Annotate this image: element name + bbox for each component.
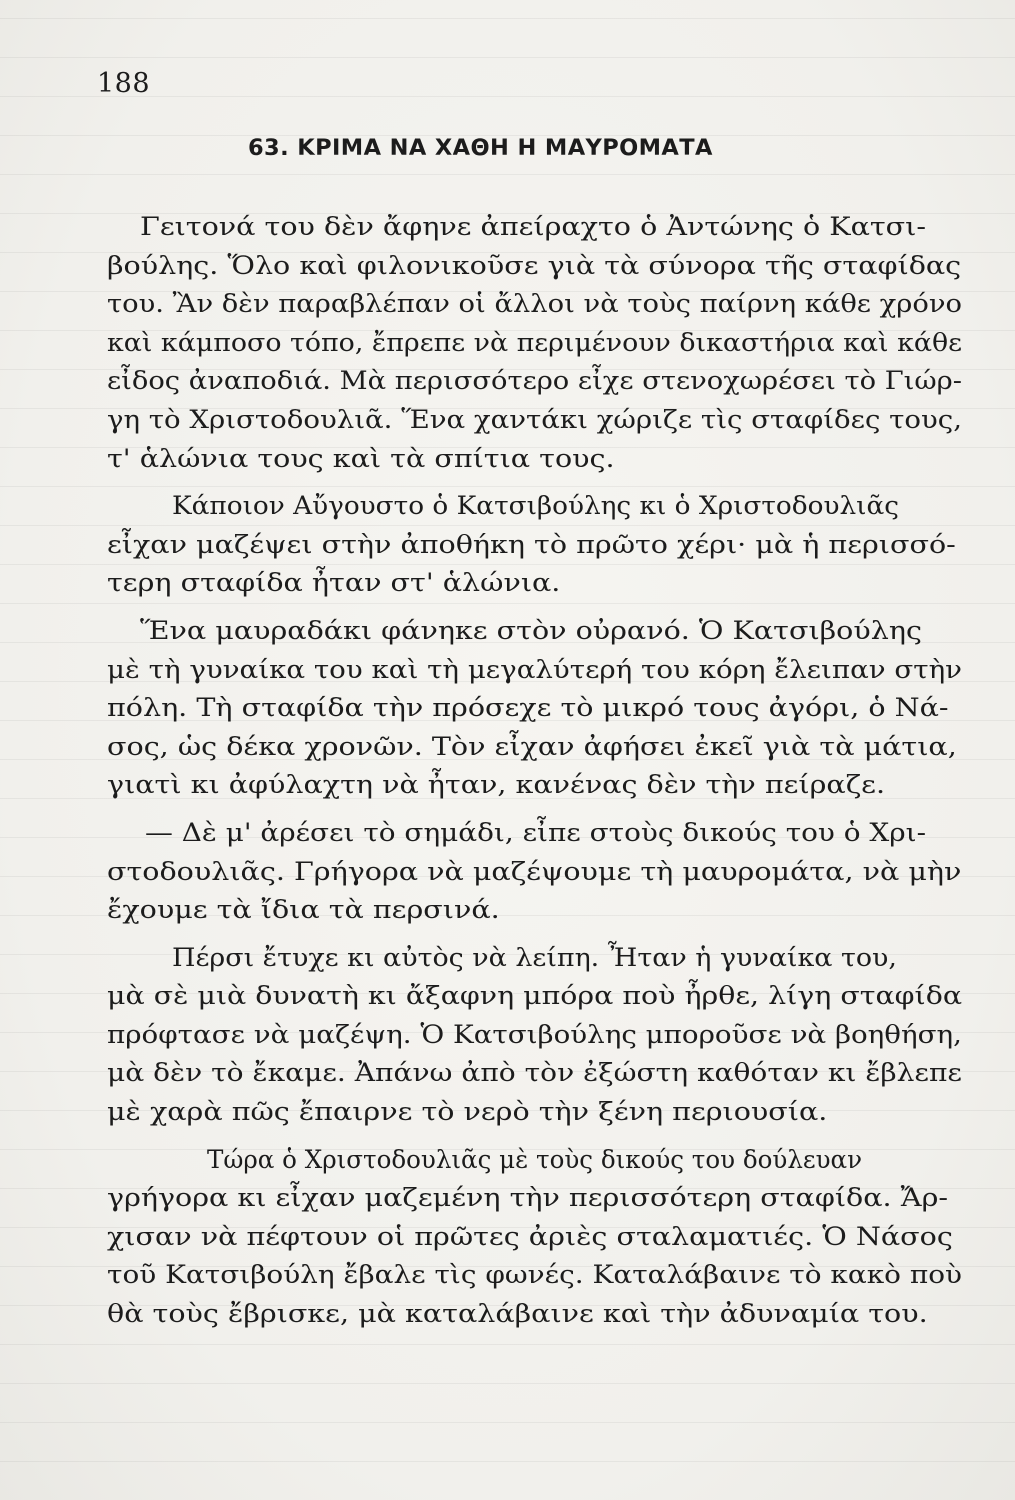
text-line: γιατὶ κι ἀφύλαχτη νὰ ἦταν, κανένας δὲν τὴν πείραζε.: [107, 770, 886, 801]
text-line: του. Ἂν δὲν παραβλέπαν οἱ ἄλλοι νὰ τοὺς παίρνη κάθε χρόνο: [107, 289, 962, 320]
text-line: μὲ τὴ γυναίκα του καὶ τὴ μεγαλύτερή του κόρη ἔλειπαν στὴν: [107, 654, 963, 685]
body-text: [107, 208, 967, 1334]
text-line: εἶδος ἀναποδιά. Μὰ περισσότερο εἶχε στενοχωρέσει τὸ Γιώρ-: [107, 366, 962, 397]
text-line: χισαν νὰ πέφτουν οἱ πρῶτες ἀριὲς σταλαματιές. Ὁ Νάσος: [107, 1221, 953, 1252]
text-line: τοῦ Κατσιβούλη ἔβαλε τὶς φωνές. Καταλάβαινε τὸ κακὸ ποὺ: [107, 1260, 962, 1291]
text-line: σος, ὡς δέκα χρονῶν. Τὸν εἶχαν ἀφήσει ἐκεῖ γιὰ τὰ μάτια,: [107, 731, 957, 762]
text-line: πόλη. Τὴ σταφίδα τὴν πρόσεχε τὸ μικρό τους ἀγόρι, ὁ Νά-: [107, 693, 949, 724]
text-line: γη τὸ Χριστοδουλιᾶ. Ἕνα χαντάκι χώριζε τὶς σταφίδες τους,: [107, 404, 963, 435]
text-line: μὰ δὲν τὸ ἔκαμε. Ἀπάνω ἀπὸ τὸν ἐξώστη καθόταν κι ἔβλεπε: [107, 1058, 962, 1089]
text-line: Κάποιον Αὔγουστο ὁ Κατσιβούλης κι ὁ Χριστοδουλιᾶς: [172, 491, 899, 522]
text-line: Τώρα ὁ Χριστοδουλιᾶς μὲ τοὺς δικούς του δούλευαν: [207, 1144, 863, 1175]
text-line: βούλης. Ὅλο καὶ φιλονικοῦσε γιὰ τὰ σύνορα τῆς σταφίδας: [107, 250, 962, 281]
text-line: θὰ τοὺς ἔβρισκε, μὰ καταλάβαινε καὶ τὴν ἀδυναμία του.: [107, 1299, 928, 1330]
page-number: 188: [97, 68, 151, 99]
text-line: πρόφτασε νὰ μαζέψη. Ὁ Κατσιβούλης μποροῦσε νὰ βοηθήση,: [107, 1019, 962, 1050]
text-line: τ' ἁλώνια τους καὶ τὰ σπίτια τους.: [107, 443, 615, 474]
text-line: εἶχαν μαζέψει στὴν ἀποθήκη τὸ πρῶτο χέρι· μὰ ἡ περισσό-: [107, 529, 956, 560]
text-line: μὰ σὲ μιὰ δυνατὴ κι ἄξαφνη μπόρα ποὺ ἦρθε, λίγη σταφίδα: [107, 981, 963, 1012]
text-line: καὶ κάμποσο τόπο, ἔπρεπε νὰ περιμένουν δικαστήρια καὶ κάθε: [107, 327, 963, 358]
text-line: Γειτονά του δὲν ἄφηνε ἀπείραχτο ὁ Ἀντώνης ὁ Κατσι-: [140, 212, 927, 242]
text-line: Πέρσι ἔτυχε κι αὐτὸς νὰ λείπη. Ἦταν ἡ γυναίκα του,: [172, 942, 897, 973]
text-line: μὲ χαρὰ πῶς ἔπαιρνε τὸ νερὸ τὴν ξένη περιουσία.: [107, 1097, 828, 1128]
text-line: Ἕνα μαυραδάκι φάνηκε στὸν οὐρανό. Ὁ Κατσιβούλης: [140, 615, 922, 646]
text-line: γρήγορα κι εἶχαν μαζεμένη τὴν περισσότερη σταφίδα. Ἄρ-: [107, 1183, 949, 1214]
text-line: — Δὲ μ' ἀρέσει τὸ σημάδι, εἶπε στοὺς δικούς του ὁ Χρι-: [145, 817, 927, 848]
text-line: ἔχουμε τὰ ἴδια τὰ περσινά.: [107, 895, 500, 926]
text-line: τερη σταφίδα ἦταν στ' ἁλώνια.: [107, 568, 561, 599]
chapter-title: 63. ΚΡΙΜΑ ΝΑ ΧΑΘΗ Η ΜΑΥΡΟΜΑΤΑ: [248, 135, 713, 161]
text-line: στοδουλιᾶς. Γρήγορα νὰ μαζέψουμε τὴ μαυρομάτα, νὰ μὴν: [107, 856, 962, 887]
